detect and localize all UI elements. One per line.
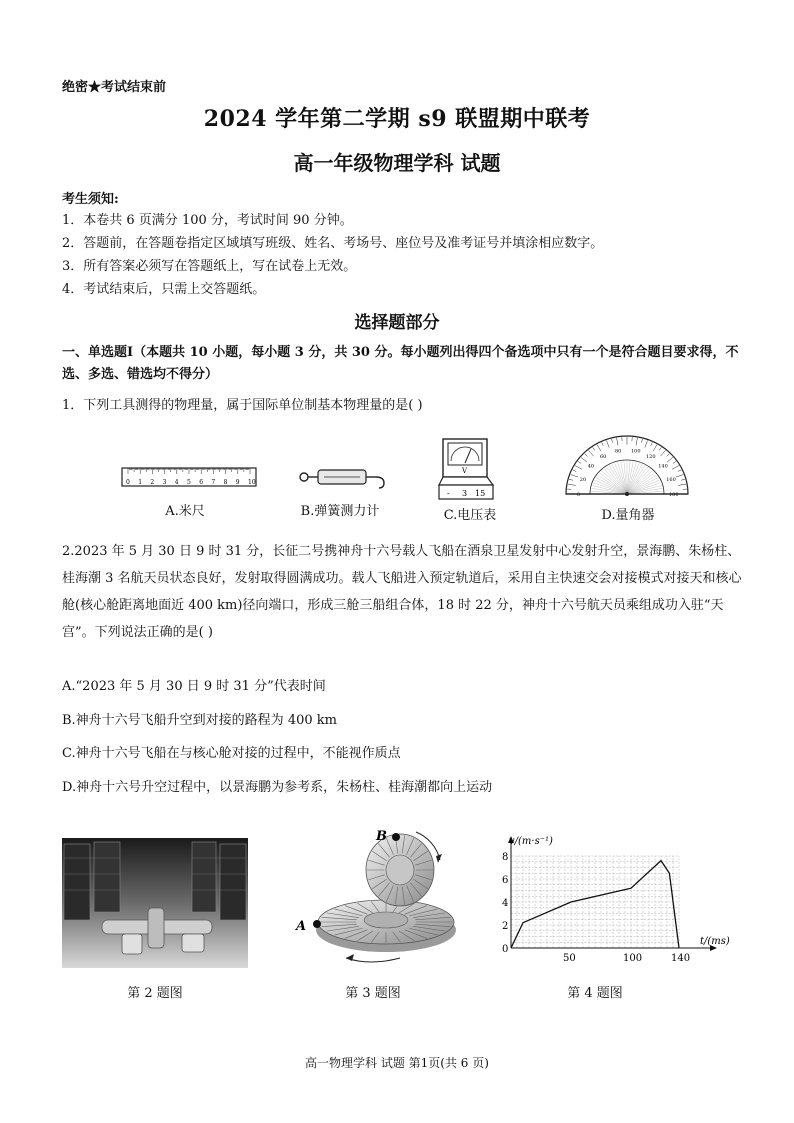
protractor-mark: 80 — [615, 448, 622, 455]
exam-subtitle: 高一年级物理学科 试题 — [293, 151, 501, 175]
option-a-label: A.米尺 — [165, 504, 205, 519]
protractor-mark: 60 — [600, 453, 607, 460]
page-footer: 高一物理学科 试题 第1页(共 6 页) — [305, 1056, 489, 1070]
ruler-tick-label: 10 — [248, 479, 256, 486]
question-1-stem: 1．下列工具测得的物理量，属于国际单位制基本物理量的是( ) — [62, 398, 423, 413]
option-c-label: C.电压表 — [443, 508, 497, 523]
option-d-label: D.量角器 — [601, 508, 655, 523]
protractor-mark: 0 — [577, 492, 581, 498]
question-2-stem: 2.2023 年 5 月 30 日 9 时 31 分，长征二号携神舟十六号载人飞船在酒泉卫星发射中心发射升空，景海鹏、朱杨柱、桂海潮 3 名航天员状态良好，发射取得圆满成功。载人飞船进入预定轨道后，采用自主快速交会对接模式对接天和核心舱(核心舱距离地面近 400 km)径向端口，形成三舱三船组合体，18 时 22 分，神舟十六号航天员乘组成功入驻“天宫”。下列说法正确的是( ) — [62, 544, 742, 640]
ruler-tick-label: 3 — [162, 479, 167, 486]
question-2-option-b: B.神舟十六号飞船升空到对接的路程为 400 km — [62, 713, 337, 728]
protractor-mark: 180 — [669, 492, 679, 498]
bevel-gears-figure — [290, 820, 460, 970]
ruler-tick-label: 1 — [138, 479, 143, 486]
protractor-mark: 20 — [579, 476, 587, 483]
ruler-tick-label: 5 — [187, 479, 191, 486]
exam-title: 2024 学年第二学期 s9 联盟期中联考 — [203, 106, 591, 132]
velocity-time-chart — [495, 834, 735, 964]
notice-item: 3．所有答案必须写在答题纸上，写在试卷上无效。 — [62, 259, 357, 274]
notice-item: 4．考试结束后，只需上交答题纸。 — [62, 282, 266, 297]
question-2-option-a: A.“2023 年 5 月 30 日 9 时 31 分”代表时间 — [62, 679, 326, 694]
protractor-mark: 140 — [658, 463, 668, 470]
y-tick-label: 6 — [502, 875, 509, 886]
terminal-label: 3 — [462, 489, 468, 498]
terminal-label: 15 — [475, 489, 486, 498]
gear-b-label: B — [376, 829, 387, 844]
y-tick-label: 0 — [502, 944, 509, 955]
figure-4-caption: 第 4 题图 — [567, 986, 623, 1001]
y-tick-label: 2 — [502, 921, 509, 932]
y-axis-label: v/(m·s⁻¹) — [509, 836, 553, 847]
protractor-mark: 160 — [666, 476, 676, 483]
notice-heading: 考生须知: — [62, 192, 119, 207]
section-title: 选择题部分 — [354, 313, 440, 333]
ruler-tick-label: 9 — [235, 479, 240, 486]
x-tick-label: 50 — [563, 953, 576, 964]
ruler-tick-label: 4 — [174, 479, 179, 486]
ruler-tick-label: 6 — [199, 479, 204, 486]
ruler-tick-label: 7 — [211, 479, 216, 486]
section-instructions: 一、单选题Ⅰ（本题共 10 小题，每小题 3 分，共 30 分。每小题列出得四个备选项中只有一个是符合题目要求得，不选、多选、错选均不得分） — [62, 345, 739, 382]
voltmeter-figure — [437, 437, 497, 501]
y-tick-label: 8 — [502, 852, 509, 863]
notice-item: 1．本卷共 6 页满分 100 分，考试时间 90 分钟。 — [62, 213, 353, 228]
x-tick-label: 100 — [623, 953, 643, 964]
gear-a-label: A — [296, 919, 307, 934]
figure-3-caption: 第 3 题图 — [345, 986, 401, 1001]
protractor-figure — [562, 434, 692, 498]
figure-2-caption: 第 2 题图 — [127, 986, 183, 1001]
ruler-tick-label: 8 — [223, 479, 228, 486]
confidential-label: 绝密★考试结束前 — [62, 80, 167, 95]
notice-item: 2．答题前，在答题卷指定区域填写班级、姓名、考场号、座位号及准考证号并填涂相应数字。 — [62, 236, 604, 251]
y-tick-label: 4 — [502, 898, 509, 909]
terminal-label: - — [447, 489, 450, 498]
voltmeter-unit: V — [462, 467, 468, 475]
x-axis-label: t/(ms) — [700, 936, 730, 947]
ruler-figure — [120, 462, 260, 492]
protractor-mark: 100 — [630, 448, 641, 455]
protractor-mark: 120 — [646, 453, 656, 460]
question-2-option-c: C.神舟十六号飞船在与核心舱对接的过程中，不能视作质点 — [62, 746, 401, 761]
ruler-tick-label: 0 — [126, 479, 130, 486]
spring-scale-figure — [298, 462, 388, 492]
question-2-option-d: D.神舟十六号升空过程中，以景海鹏为参考系，朱杨柱、桂海潮都向上运动 — [62, 780, 493, 795]
protractor-mark: 40 — [587, 463, 595, 470]
space-station-photo — [62, 838, 248, 968]
option-b-label: B.弹簧测力计 — [300, 504, 380, 519]
x-tick-label: 140 — [671, 953, 691, 964]
ruler-tick-label: 2 — [150, 479, 155, 486]
